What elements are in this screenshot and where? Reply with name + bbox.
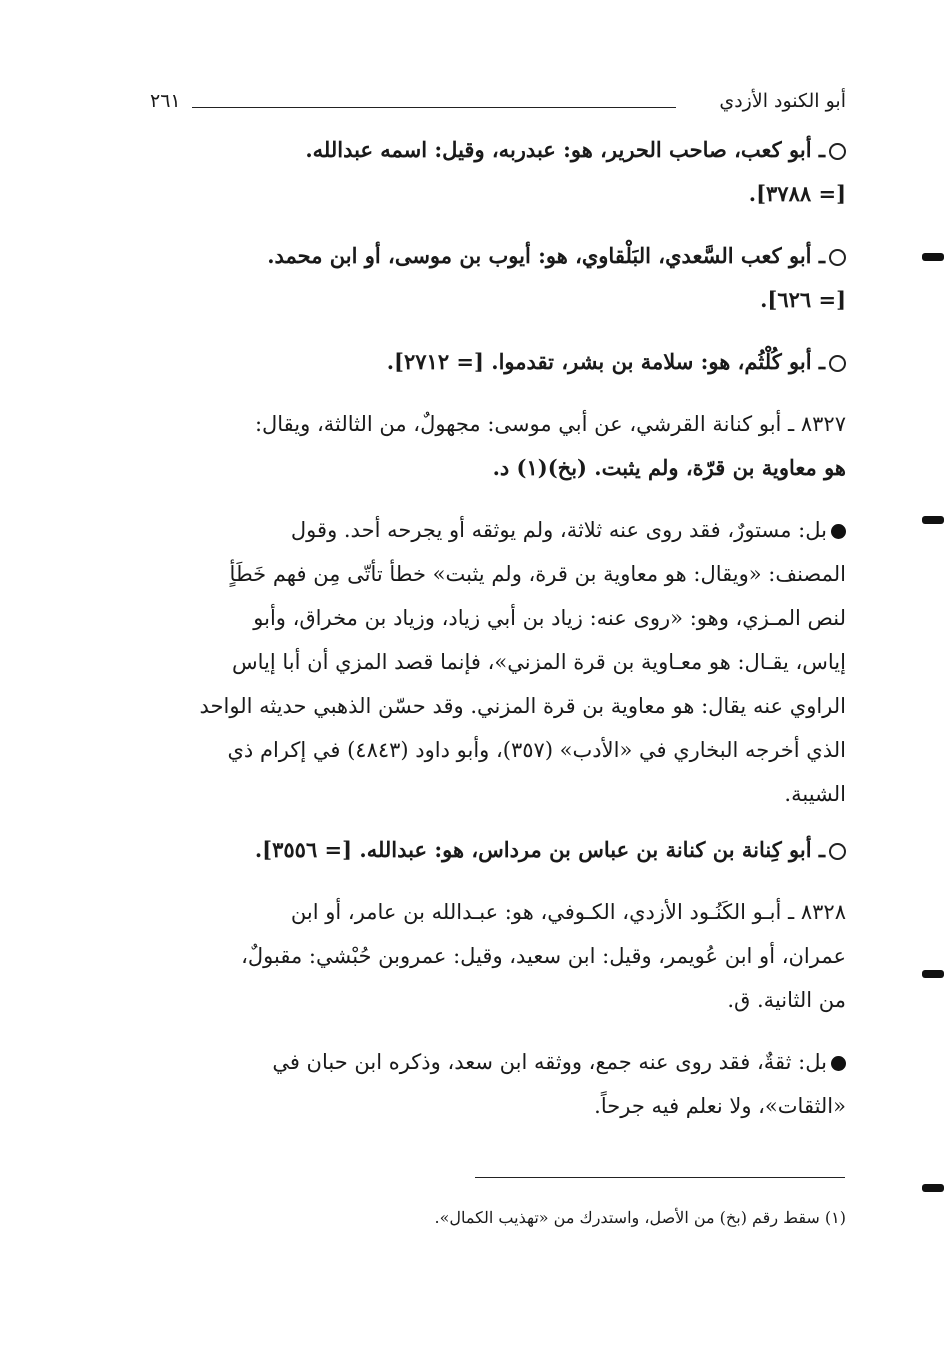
entry-line: [= ٦٢٦]. (760, 287, 846, 312)
circle-marker-icon (829, 143, 846, 160)
entry-line: ـ أبو كعب السَّعدي، البَلْقاوي، هو: أيوب بن موسى، أو ابن محمد. (267, 243, 825, 268)
entry-8327 (150, 402, 846, 490)
entry-line: إياس، يقـال: هو معـاوية بن قرة المزني»، فإنما قصد المزي أن أبا إياس (232, 650, 846, 674)
entry-line: الذي أخرجه البخاري في «الأدب» (٣٥٧)، وأبو داود (٤٨٤٣) في إكرام ذي (227, 738, 846, 762)
entry-line: لنص المـزي، وهو: «روى عنه: زياد بن أبي زياد، وزياد بن مخراق، وأبو (253, 606, 846, 630)
entry-8328 (150, 890, 846, 1022)
entry-line: «الثقات»، ولا نعلم فيه جرحاً. (594, 1094, 846, 1118)
entry-line: المصنف: «ويقال: هو معاوية بن قرة، ولم يثبت» خطأ تأتّى مِن فهم خَطَأٍ (229, 562, 846, 586)
entry-line: بل: ثقةٌ، فقد روى عنه جمع، ووثقه ابن سعد، وذكره ابن حبان في (272, 1050, 827, 1074)
bullet-dot-icon (831, 1056, 846, 1071)
entry-line: ـ أبو كُلْثُم، هو: سلامة بن بشر، تقدموا. [= ٢٧١٢]. (386, 349, 825, 374)
entry-abu-kab-saadi (150, 234, 846, 322)
entry-abu-kinana-ibn-kinana (150, 828, 846, 872)
comment-8328 (150, 1040, 846, 1128)
entry-line: ٨٣٢٨ ـ أبـو الكَنُـود الأزدي، الكـوفي، هو: عبـدالله بن عامر، أو ابن (290, 900, 846, 924)
entry-line: الراوي عنه يقال: هو معاوية بن قرة المزني. وقد حسّن الذهبي حديثه الواحد (199, 694, 846, 718)
header-rule (192, 107, 676, 108)
margin-tab-mark (922, 516, 944, 524)
circle-marker-icon (829, 249, 846, 266)
entry-line: ٨٣٢٧ ـ أبو كنانة القرشي، عن أبي موسى: مجهولٌ، من الثالثة، ويقال: (254, 412, 846, 436)
entry-line: ـ أبو كعب، صاحب الحرير، هو: عبدربه، وقيل: اسمه عبدالله. (305, 137, 825, 162)
footnote-rule (475, 1177, 845, 1178)
page-header (150, 90, 846, 120)
entry-line: من الثانية. ق. (727, 988, 846, 1012)
entry-line: الشيبة. (784, 782, 846, 806)
margin-tab-mark (922, 253, 944, 261)
circle-marker-icon (829, 355, 846, 372)
bullet-dot-icon (831, 524, 846, 539)
entry-line: بل: مستورٌ، فقد روى عنه ثلاثة، ولم يوثقه أو يجرحه أحد. وقول (290, 518, 827, 542)
entry-abu-kulthum (150, 340, 846, 384)
entry-abu-kab (150, 128, 846, 216)
comment-8327 (150, 508, 846, 816)
page-number: ٢٦١ (150, 90, 181, 112)
entry-line: عمران، أو ابن عُويمر، وقيل: ابن سعيد، وقيل: عمروبن حُبْشي: مقبولٌ، (241, 944, 846, 968)
margin-tab-mark (922, 970, 944, 978)
entry-line: [= ٣٧٨٨]. (748, 181, 846, 206)
entry-line: هو معاوية بن قرّة، ولم يثبت. (بخ)(١) د. (492, 455, 846, 480)
running-title: أبو الكنود الأزدي (719, 90, 846, 112)
entry-line: ـ أبو كِنانة بن كنانة بن عباس بن مرداس، هو: عبدالله. [= ٣٥٥٦]. (254, 837, 825, 862)
margin-tab-mark (922, 1184, 944, 1192)
circle-marker-icon (829, 843, 846, 860)
footnote: (١) سقط رقم (بخ) من الأصل، واستدرك من «تهذيب الكمال». (434, 1208, 846, 1227)
